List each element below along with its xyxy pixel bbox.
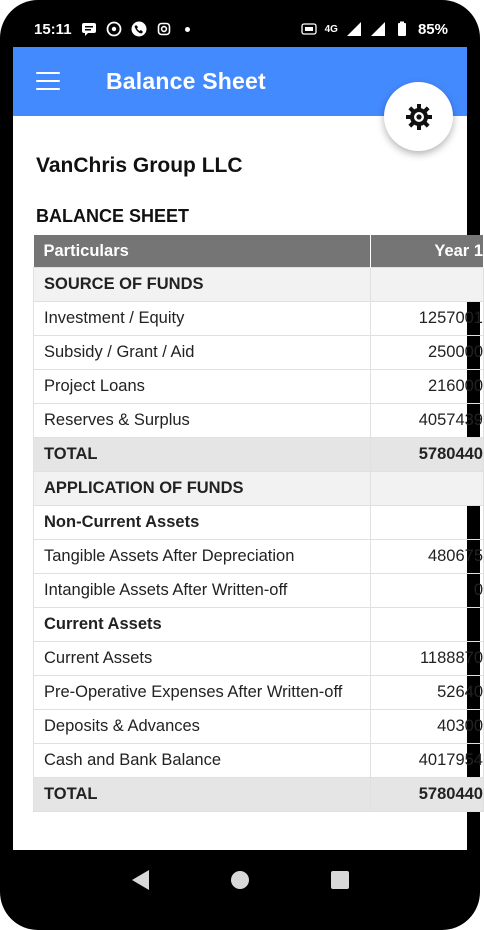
notification-dot-icon — [185, 27, 190, 32]
table-row — [34, 744, 484, 778]
home-icon[interactable] — [231, 871, 249, 889]
row-value — [371, 268, 484, 302]
row-label: Deposits & Advances — [34, 710, 371, 744]
table-row — [34, 642, 484, 676]
row-value: 0 — [371, 574, 484, 608]
company-name: VanChris Group LLC — [36, 154, 243, 177]
status-bar — [14, 10, 466, 48]
volte-icon — [301, 21, 317, 37]
balance-sheet-table-container[interactable] — [33, 235, 483, 810]
row-value: 1188870 — [371, 642, 484, 676]
whatsapp-icon — [106, 21, 122, 37]
battery-icon — [394, 21, 410, 37]
signal-icon — [346, 21, 362, 37]
table-row — [34, 472, 484, 506]
row-label: SOURCE OF FUNDS — [34, 268, 371, 302]
row-label: TOTAL — [34, 778, 371, 812]
section-title: BALANCE SHEET — [36, 206, 190, 226]
row-label: Current Assets — [34, 642, 371, 676]
row-label: Project Loans — [34, 370, 371, 404]
phone-call-icon — [131, 21, 147, 37]
battery-level: 85% — [417, 20, 448, 38]
row-label: Pre-Operative Expenses After Written-off — [34, 676, 371, 710]
message-icon — [81, 21, 97, 37]
row-label: TOTAL — [34, 438, 371, 472]
gear-icon — [404, 102, 434, 132]
balance-sheet-table — [33, 235, 484, 812]
table-row — [34, 370, 484, 404]
status-time: 15:11 — [34, 20, 72, 38]
row-label: Current Assets — [34, 608, 371, 642]
table-row — [34, 336, 484, 370]
row-value — [371, 608, 484, 642]
row-value: 40300 — [371, 710, 484, 744]
column-header-particulars: Particulars — [34, 235, 371, 268]
row-value: 4017954 — [371, 744, 484, 778]
row-value: 1257001 — [371, 302, 484, 336]
table-row — [34, 608, 484, 642]
row-value: 5780440 — [371, 438, 484, 472]
row-value: 52640 — [371, 676, 484, 710]
row-value — [371, 472, 484, 506]
table-row — [34, 540, 484, 574]
row-value — [371, 506, 484, 540]
row-label: Cash and Bank Balance — [34, 744, 371, 778]
network-type: 4G — [324, 23, 338, 35]
recent-apps-icon[interactable] — [331, 871, 349, 889]
table-row — [34, 404, 484, 438]
app-title: Balance Sheet — [106, 68, 266, 94]
table-row — [34, 676, 484, 710]
column-header-year: Year 1 — [371, 235, 484, 268]
row-value: 216000 — [371, 370, 484, 404]
table-header-row — [34, 235, 484, 268]
row-label: Intangible Assets After Written-off — [34, 574, 371, 608]
row-value: 4057439 — [371, 404, 484, 438]
table-row — [34, 778, 484, 812]
row-label: Subsidy / Grant / Aid — [34, 336, 371, 370]
row-value: 480675 — [371, 540, 484, 574]
app-screen — [13, 47, 483, 850]
instagram-icon — [156, 21, 172, 37]
signal-2-icon — [370, 21, 386, 37]
settings-fab-button[interactable] — [384, 82, 453, 151]
row-label: Reserves & Surplus — [34, 404, 371, 438]
table-row — [34, 710, 484, 744]
row-value: 5780440 — [371, 778, 484, 812]
table-row — [34, 268, 484, 302]
row-label: Non-Current Assets — [34, 506, 371, 540]
table-row — [34, 438, 484, 472]
table-row — [34, 302, 484, 336]
row-value: 250000 — [371, 336, 484, 370]
back-icon[interactable] — [132, 870, 149, 890]
hamburger-menu-icon[interactable] — [36, 72, 62, 92]
table-row — [34, 574, 484, 608]
row-label: Investment / Equity — [34, 302, 371, 336]
system-nav-bar — [13, 850, 467, 910]
row-label: APPLICATION OF FUNDS — [34, 472, 371, 506]
table-row — [34, 506, 484, 540]
row-label: Tangible Assets After Depreciation — [34, 540, 371, 574]
